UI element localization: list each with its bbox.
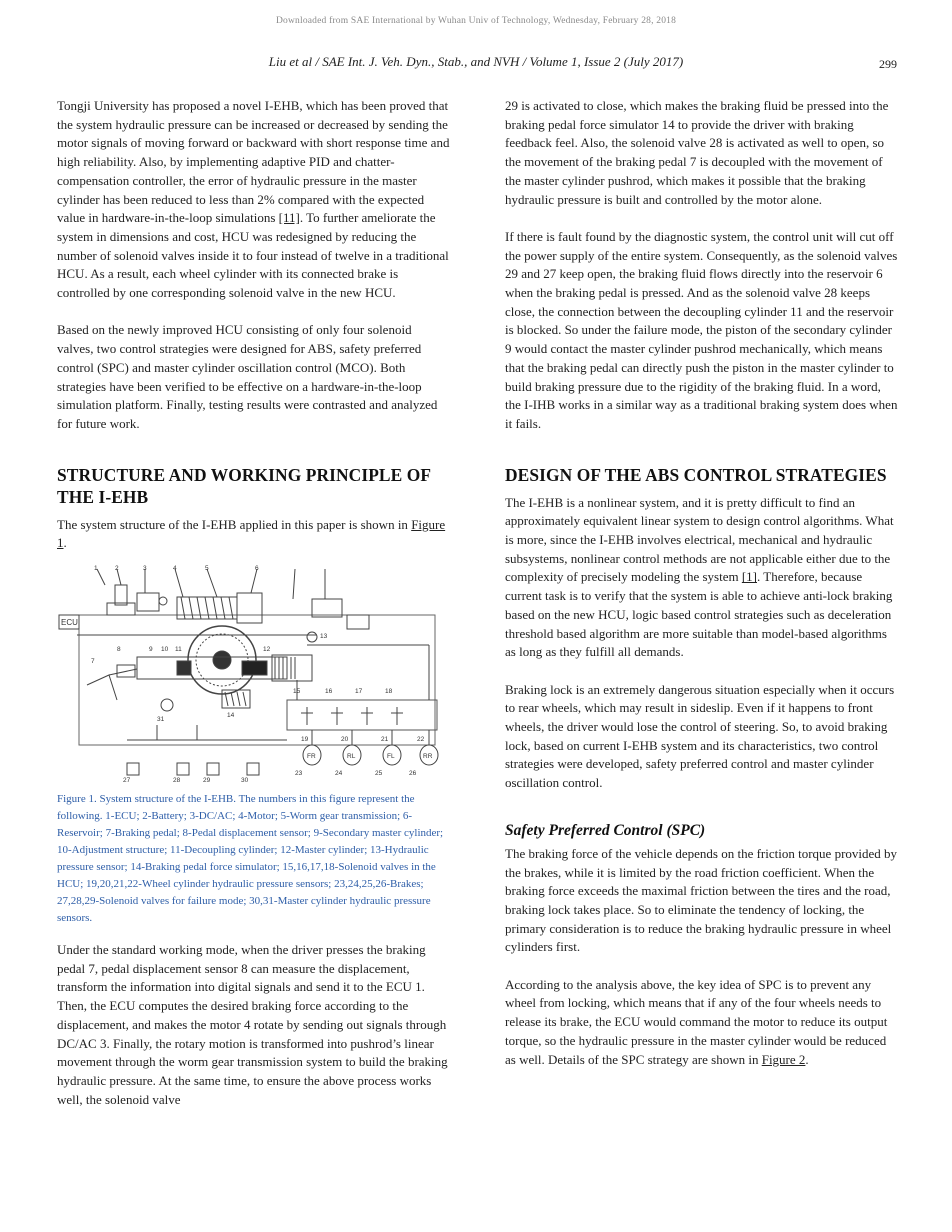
- text: The system structure of the I-EHB applied in this paper is shown in: [57, 516, 412, 532]
- section-heading: DESIGN OF THE ABS CONTROL STRATEGIES: [505, 464, 887, 485]
- callout-number: 1: [94, 565, 98, 573]
- callout-number: 27: [123, 777, 131, 784]
- citation-link[interactable]: [11]: [278, 210, 300, 226]
- paragraph: The braking force of the vehicle depends on the friction torque provided by the brakes, while it is limited by the road friction coefficient. When the braking force exceeds the maximal friction between the tires and the road, braking lock takes place. So to eliminate the tendency of locking, the primary consideration is to reduce the braking hydraulic pressure in wheel cylinders first.: [505, 845, 898, 955]
- ecu-label: ECU: [61, 618, 78, 628]
- callout-number: 31: [157, 716, 165, 724]
- callout-number: 22: [417, 736, 425, 744]
- paragraph: [57, 97, 450, 303]
- page-number: 299: [879, 57, 897, 71]
- paragraph: [505, 494, 898, 662]
- figure-1-system-diagram: [57, 565, 440, 783]
- right-column: [505, 97, 898, 1069]
- citation-link[interactable]: [1]: [741, 569, 758, 585]
- section-heading: STRUCTURE AND WORKING PRINCIPLE OF THE I-EHB: [57, 464, 431, 507]
- callout-number: 29: [203, 777, 211, 784]
- callout-number: 6: [255, 565, 259, 573]
- figure-link[interactable]: Figure 1: [57, 516, 446, 551]
- callout-number: 18: [385, 688, 393, 696]
- callout-number: 3: [143, 565, 147, 573]
- figure-link[interactable]: Figure 2: [761, 1051, 806, 1067]
- paragraph: Braking lock is an extremely dangerous situation especially when it occurs to rear wheels, which may result in sideslip. Even if it happens to front wheels, the driver would lose the control of steering. So, to avoid braking lock, based on current I-EHB system and its characteristics, two control strategies were developed, safety preferred control and master cylinder oscillation control.: [505, 681, 895, 791]
- callout-number: 11: [175, 646, 182, 654]
- callout-number: 12: [263, 646, 271, 654]
- paragraph: If there is fault found by the diagnostic system, the control unit will cut off the power supply of the entire system. Consequently, as the solenoid valves 29 and 27 keep open, the braking fluid flows directly into the reservoir 6 when the braking pedal is pressed. And as the solenoid valve 28 keeps close, the connection between the decoupling cylinder 11 and the reservoir is blocked. So under the failure mode, the piston of the secondary cylinder 9 would contact the master cylinder pushrod mechanically, which means that the braking pedal can directly push the piston in the master cylinder to build braking pressure due to the rigidity of the braking fluid. In a word, the I-IHB works in a similar way as a traditional braking system does when it fails.: [505, 228, 898, 431]
- running-head: Liu et al / SAE Int. J. Veh. Dyn., Stab., and NVH / Volume 1, Issue 2 (July 2017): [268, 54, 684, 69]
- callout-number: 13: [320, 633, 328, 641]
- callout-number: 17: [355, 688, 363, 696]
- text: The I-EHB is a nonlinear system, and it is pretty difficult to find an approximately equivalent linear system to design control algorithms. What is more, since the I-EHB involves electrical, mechanical and hydraulic subsystems, nonlinear control methods are not applicable either due to the complexity of precisely modeling the system: [505, 494, 894, 585]
- callout-number: 4: [173, 565, 177, 573]
- text: . Therefore, because current task is to verify that the system is able to achieve anti-lock braking based on the new HCU, logic based control strategies such as deceleration threshold based algorithm are more suitable than model-based algorithms as long as they fulfill all demands.: [505, 569, 893, 660]
- callout-number: 28: [173, 777, 181, 784]
- callout-number: 8: [117, 646, 121, 654]
- text: . To further ameliorate the system in dimensions and cost, HCU was redesigned by reducing the number of solenoid valves inside it to four instead of twelve in a traditional HCU. As a result, each wheel cylinder with its connected brake is controlled by one corresponding solenoid valve in the new HCU.: [57, 210, 449, 301]
- text: According to the analysis above, the key idea of SPC is to prevent any wheel from locking, which means that if any of the four wheels needs to release its brake, the ECU would command the motor to reduce its output torque, so the hydraulic pressure in the master cylinder would be reduced as well. Details of the SPC strategy are shown in: [505, 976, 888, 1067]
- paragraph: [57, 516, 450, 553]
- paragraph: Based on the newly improved HCU consisting of only four solenoid valves, two control strategies were designed for ABS, safety preferred control (SPC) and master cylinder oscillation control (MCO). Both strategies have been verified to be effective on a hardware-in-the-loop simulation platform. Finally, testing results were contrasted and analyzed for future work.: [57, 322, 438, 431]
- callout-number: 20: [341, 736, 349, 744]
- callout-number: 10: [161, 646, 169, 654]
- text: Tongji University has proposed a novel I-EHB, which has been proved that the system hydraulic pressure can be increased or decreased by sending the motor signals of moving forward or backward with short response time and high reliability. Also, by implementing adaptive PID and chatter-compensation controller, the error of hydraulic pressure in the master cylinder has been reduced to less than 2% compared with the expected value in hardware-in-the-loop simulations: [57, 98, 450, 226]
- text: .: [63, 535, 67, 551]
- callout-number: 19: [301, 736, 309, 744]
- callout-number: 2: [115, 565, 119, 573]
- callout-number: 16: [325, 688, 333, 696]
- paragraph: Under the standard working mode, when the driver presses the braking pedal 7, pedal displacement sensor 8 can measure the displacement, transform the information into digital signals and send it to the ECU 1. Then, the ECU computes the desired braking force according to the displacement, and makes the motor 4 rotate by sending out signals through DC/AC 3. Finally, the rotary motion is transformed into pushrod’s linear movement through the worm gear transmission system to build the braking hydraulic pressure. At the same time, to ensure the above process works well, the solenoid valve: [57, 942, 448, 1107]
- callout-number: 7: [91, 658, 95, 666]
- wheel-label: FR: [307, 753, 316, 761]
- callout-number: 26: [409, 770, 417, 778]
- callout-number: 5: [205, 565, 209, 573]
- callout-number: 9: [149, 646, 153, 654]
- left-column: [57, 97, 450, 1109]
- callout-number: 30: [241, 777, 249, 784]
- wheel-label: RR: [423, 753, 433, 761]
- callout-number: 24: [335, 770, 343, 778]
- figure-caption: Figure 1. System structure of the I-EHB. The numbers in this figure represent the following. 1-ECU; 2-Battery; 3-DC/AC; 4-Motor; 5-Worm gear transmission; 6-Reservoir; 7-Braking pedal; 8-Pedal displacement sensor; 9-Secondary master cylinder; 10-Adjustment structure; 11-Decoupling cylinder; 12-Master cylinder; 13-Hydraulic pressure sensor; 14-Braking pedal force simulator; 15,16,17,18-Solenoid valves in the HCU; 19,20,21,22-Wheel cylinder hydraulic pressure sensors; 23,24,25,26-Brakes; 27,28,29-Solenoid valves for failure mode; 30,31-Master cylinder hydraulic pressure sensors.: [57, 793, 444, 925]
- callout-number: 14: [227, 712, 235, 720]
- callout-number: 25: [375, 770, 383, 778]
- callout-number: 15: [293, 688, 301, 696]
- paragraph: [505, 976, 898, 1070]
- wheel-label: FL: [387, 753, 395, 761]
- callout-number: 21: [381, 736, 389, 744]
- system-diagram: [57, 565, 440, 783]
- text: .: [805, 1051, 809, 1067]
- wheel-label: RL: [347, 753, 356, 761]
- callout-number: 23: [295, 770, 303, 778]
- subsection-heading: Safety Preferred Control (SPC): [505, 821, 706, 839]
- download-banner: Downloaded from SAE International by Wuhan Univ of Technology, Wednesday, February 28, 2018: [275, 16, 677, 26]
- paragraph: 29 is activated to close, which makes the braking fluid be pressed into the braking pedal force simulator 14 to provide the driver with braking feedback feel. Also, the solenoid valve 28 is activated as well to open, so the movement of the braking pedal 7 is decoupled with the movement of the master cylinder pushrod, which makes it possible that the braking hydraulic pressure is built and controlled by the motor alone.: [505, 98, 889, 207]
